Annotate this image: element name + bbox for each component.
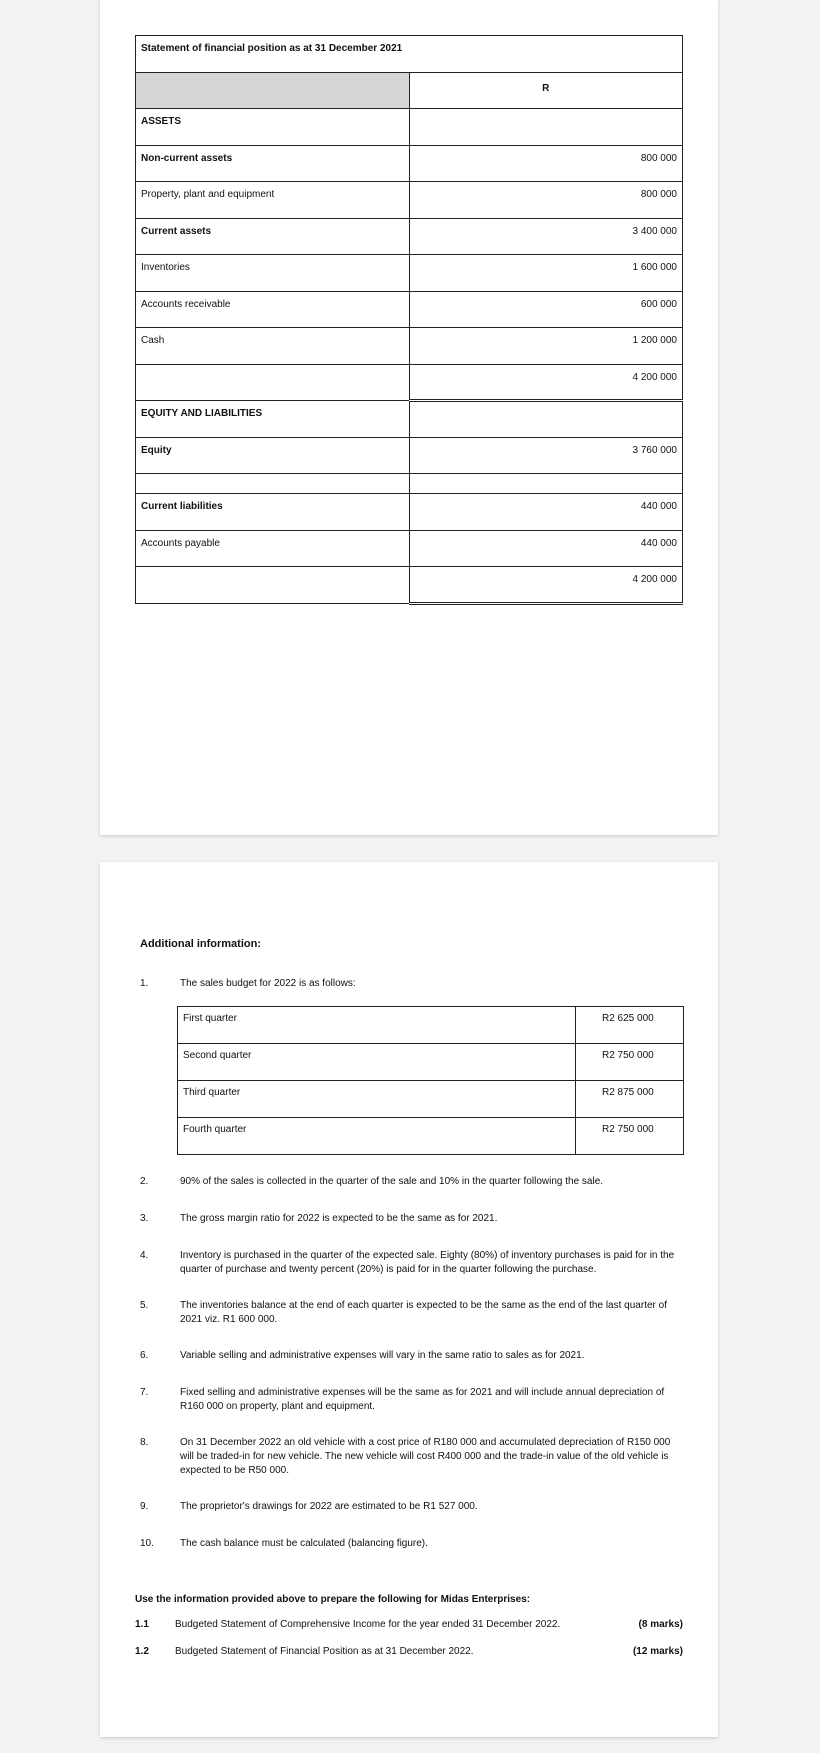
additional-info-title: Additional information: <box>140 938 261 950</box>
statement-row-label <box>136 364 410 401</box>
sales-quarter: First quarter <box>178 1007 576 1044</box>
statement-row-amount <box>409 401 683 438</box>
statement-row <box>136 494 683 531</box>
requirement-text: Budgeted Statement of Comprehensive Income for the year ended 31 December 2022. <box>175 1619 561 1630</box>
sales-amount: R2 750 000 <box>576 1044 684 1081</box>
statement-row-amount: 800 000 <box>409 145 683 182</box>
info-item-number: 10. <box>140 1538 154 1549</box>
statement-row-amount: 600 000 <box>409 291 683 328</box>
statement-row-label: EQUITY AND LIABILITIES <box>136 401 410 438</box>
statement-row-amount <box>409 109 683 146</box>
requirement-text: Budgeted Statement of Financial Position as at 31 December 2022. <box>175 1646 474 1657</box>
statement-row-label: ASSETS <box>136 109 410 146</box>
statement-row <box>136 328 683 365</box>
sales-amount: R2 750 000 <box>576 1118 684 1155</box>
info-item-text: The inventories balance at the end of each quarter is expected to be the same as the end of the last quarter of 2021 viz. R1 600 000. <box>180 1300 667 1325</box>
info-item-number: 1. <box>140 978 149 989</box>
header-shaded-cell <box>136 72 410 109</box>
statement-row <box>136 437 683 474</box>
financial-position-table <box>135 35 683 605</box>
statement-row-amount: 3 760 000 <box>409 437 683 474</box>
info-item-text: On 31 December 2022 an old vehicle with a cost price of R180 000 and accumulated depreciation of R150 000 will be traded-in for new vehicle. The new vehicle will cost R400 000 and the trade-in value of the old vehicle is expected to be R50 000. <box>180 1437 671 1476</box>
statement-row-label: Non-current assets <box>136 145 410 182</box>
statement-row-label: Equity <box>136 437 410 474</box>
info-item-text: Inventory is purchased in the quarter of the expected sale. Eighty (80%) of inventory purchases is paid for in the quarter of purchase and twenty percent (20%) is paid for in the quarter following the purchase. <box>180 1250 675 1275</box>
info-item-number: 9. <box>140 1501 149 1512</box>
info-item-number: 2. <box>140 1176 149 1187</box>
sales-budget-row <box>178 1044 684 1081</box>
statement-row-amount: 3 400 000 <box>409 218 683 255</box>
info-item-text: The proprietor's drawings for 2022 are estimated to be R1 527 000. <box>180 1501 478 1512</box>
statement-title: Statement of financial position as at 31 December 2021 <box>136 36 683 73</box>
statement-row <box>136 182 683 219</box>
info-item-text: The sales budget for 2022 is as follows: <box>180 978 356 989</box>
statement-row <box>136 145 683 182</box>
sales-amount: R2 625 000 <box>576 1007 684 1044</box>
statement-row-amount: 4 200 000 <box>409 567 683 604</box>
info-item-number: 7. <box>140 1387 149 1398</box>
requirement-marks: (12 marks) <box>632 1646 683 1657</box>
sales-budget-row <box>178 1118 684 1155</box>
statement-row <box>136 255 683 292</box>
statement-row-label <box>136 474 410 494</box>
sales-quarter: Third quarter <box>178 1081 576 1118</box>
statement-row-amount: 1 600 000 <box>409 255 683 292</box>
statement-row-label: Accounts payable <box>136 530 410 567</box>
sales-amount: R2 875 000 <box>576 1081 684 1118</box>
statement-row <box>136 218 683 255</box>
info-item-text: The cash balance must be calculated (balancing figure). <box>180 1538 428 1549</box>
sales-budget-row <box>178 1081 684 1118</box>
statement-row-amount <box>409 474 683 494</box>
info-item-text: 90% of the sales is collected in the quarter of the sale and 10% in the quarter following the sale. <box>180 1176 604 1187</box>
statement-row-label <box>136 567 410 604</box>
currency-header: R <box>409 72 683 109</box>
statement-row <box>136 474 683 494</box>
sales-budget-table <box>177 1006 684 1155</box>
requirement-number: 1.2 <box>135 1646 149 1657</box>
statement-row-label: Property, plant and equipment <box>136 182 410 219</box>
sales-budget-row <box>178 1007 684 1044</box>
statement-row <box>136 401 683 438</box>
sales-quarter: Second quarter <box>178 1044 576 1081</box>
statement-row-label: Current assets <box>136 218 410 255</box>
info-item-number: 8. <box>140 1437 149 1448</box>
info-item-number: 4. <box>140 1250 149 1261</box>
info-item-text: Fixed selling and administrative expenses will be the same as for 2021 and will include annual depreciation of R160 000 on property, plant and equipment. <box>180 1387 665 1412</box>
statement-row-label: Cash <box>136 328 410 365</box>
info-item-number: 5. <box>140 1300 149 1311</box>
sales-quarter: Fourth quarter <box>178 1118 576 1155</box>
info-item-text: Variable selling and administrative expenses will vary in the same ratio to sales as for 2021. <box>180 1350 585 1361</box>
statement-row-amount: 440 000 <box>409 494 683 531</box>
info-item-number: 6. <box>140 1350 149 1361</box>
statement-row-amount: 440 000 <box>409 530 683 567</box>
statement-row-label: Current liabilities <box>136 494 410 531</box>
requirement-marks: (8 marks) <box>638 1619 683 1630</box>
statement-row-label: Accounts receivable <box>136 291 410 328</box>
statement-row <box>136 109 683 146</box>
statement-row <box>136 364 683 401</box>
requirement-number: 1.1 <box>135 1619 149 1630</box>
statement-row-label: Inventories <box>136 255 410 292</box>
info-item-number: 3. <box>140 1213 149 1224</box>
statement-row <box>136 567 683 604</box>
statement-row-amount: 800 000 <box>409 182 683 219</box>
info-item-text: The gross margin ratio for 2022 is expected to be the same as for 2021. <box>180 1213 498 1224</box>
statement-row <box>136 530 683 567</box>
statement-row-amount: 1 200 000 <box>409 328 683 365</box>
requirements-title: Use the information provided above to prepare the following for Midas Enterprises: <box>135 1594 531 1605</box>
statement-row-amount: 4 200 000 <box>409 364 683 401</box>
statement-row <box>136 291 683 328</box>
